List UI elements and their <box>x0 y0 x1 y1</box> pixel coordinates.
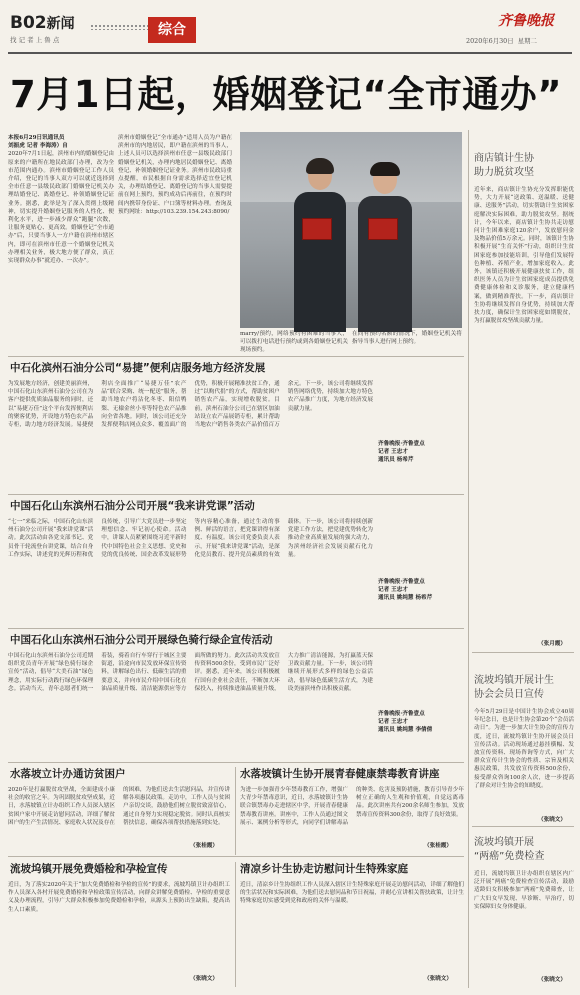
article-4-body: 2020年是打赢脱贫攻坚战，全面建成小康社会的收官之年。为巩固脱贫攻坚成果，近日，水落坡镇立计办组织工作人员深入辖区贫困户家中开展走访慰问活动，详细了解贫困户的生产生活情况、家庭收入状况及存在的困难，为他们送去生活慰问品，并宣传讲解各项惠民政策。走访中，工作人员与贫困户亲切交谈，鼓励他们树立脱贫致富信心，通过自身努力实现稳定脱贫。同时认真核实帮扶信息，确保各项帮扶措施落到实处。 <box>8 787 230 826</box>
lead-col-2: 滨州市婚姻登记“全市通办”适用人员为户籍在滨州市的内地居民，即户籍在滨州的当事人，上述人员可以选择滨州市任意一县级民政部门婚姻登记机关，办理内地居民婚姻登记、离婚登记、补领婚姻登记证业务。滨州市民政局重点提醒，市民根据自身需求选择适宜登记机关，办理结婚登记、离婚登记的当事人需要提前在网上预约，预约成功后再前往，在预约时间内携带身份证、户口簿等材料办理。查询及预约网址：http://103.239.154.243:8090/ <box>118 135 232 215</box>
article-7-signature: （张晓文） <box>424 976 452 982</box>
article-1-rule <box>8 494 464 495</box>
article-5-signature: （张桂霞） <box>424 843 452 849</box>
article-2-body: “七一”来临之际，中国石化山东滨州石油分公司开展“我来讲党课”活动。此次活动由各党支部书记、党员骨干轮流登台讲党课，结合自身工作实际，讲述党的光辉历程和优良传统，引导广大党员进一步坚定理想信念、牢记初心使命。活动中，讲课人员紧紧围绕习近平新时代中国特色社会主义思想、党史和党的优良传统、国企改革发展形势等内容精心准备，通过生动的事例、鲜活的语言，把党课讲得有深度、有温度。该公司党委负责人表示，开展“我来讲党课”活动，是深化党员教育、提升党员素质的有效载体。下一步，该公司将持续创新党建工作方法，把党建优势转化为推动企业高质量发展的强大动力，为滨州经济社会发展贡献石化力量。 <box>8 519 373 558</box>
right-article-1-rule <box>472 652 574 653</box>
article-7-title: 清凉乡计生协走访慰问计生特殊家庭 <box>240 863 408 875</box>
article-4-5-divider <box>235 767 236 855</box>
right-article-1-body: 近年来，商店镇计生协充分发挥职能优势，大力开展“送政策、送温暖、送健康、送服务”活动，切实帮助计生贫困家庭解决实际困难，助力脱贫攻坚。据统计，今年以来，商店镇计生协共走访慰问计生困难家庭120余户，发放慰问金及物品价值5万余元。同时，该镇计生协积极开展“生育关怀”行动，组织计生贫困家庭参加技能培训，引导他们发展特色种植、养殖产业，增加家庭收入。此外，该镇还积极开展健康扶贫工作，组织医务人员为计生贫困家庭成员提供免费健康体检和义诊服务，建立健康档案，做到精准帮扶。下一步，商店镇计生协将继续发挥自身优势，持续加大帮扶力度，确保计生贫困家庭如期脱贫，为打赢脱贫攻坚战贡献力量。 <box>474 187 574 325</box>
article-3-title: 中国石化山东滨州石油分公司开展绿色骑行绿企宣传活动 <box>10 634 273 646</box>
header-date: 2020年6月30日 星期二 <box>466 37 537 45</box>
right-article-3-signature: （张晓文） <box>538 977 566 983</box>
article-2-title: 中国石化山东滨州石油分公司开展“我来讲党课”活动 <box>10 500 255 512</box>
article-2-rule <box>8 628 464 629</box>
right-column-divider <box>468 130 469 988</box>
lead-col-1: 本报6月29日讯通讯员 刘振虎 记者 李海涛）自 2020年7月1日起，滨州市内的婚姻登记由原来的户籍所在地民政部门办理，改为全市范围内通办。滨州市婚姻登记工作人员介绍，登记的当事人双方可以就近选择到全市任意一县级民政部门婚姻登记机关办理结婚登记、离婚登记、补领婚姻登记证业务。据悉，此举是为了深入贯彻上级精神，切实提升婚姻登记服务的人性化、便利化水平，进一步减少群众“跑腿”次数，让服务更贴心、更高效。婚姻登记“全市通办”后，只要当事人一方户籍在滨州市辖区内，即可在滨州市任意一个婚姻登记机关办理相关业务，极大地方便了群众，真正实现群众办事“就近办、一次办”。 <box>8 135 114 265</box>
lead-photo-caption: marry/预约，网络预约有困难的当事人，可以拨打电话进行预约或到各婚姻登记机关现场预约。 <box>240 331 348 354</box>
article-3-rule <box>8 762 464 763</box>
article-6-signature: （张晓文） <box>190 976 218 982</box>
right-article-3-body: 近日，流坡坞镇卫计办组织在辖区内广泛开展“两癌”免费检查宣传活动，鼓励适龄妇女积极参加“两癌”免费筛查，让广大妇女早发现、早诊断、早治疗，切实保障妇女身体健康。 <box>474 871 574 910</box>
marriage-certificate-right <box>368 218 398 240</box>
right-article-1-title: 商店镇计生协 助力脱贫攻坚 <box>474 153 534 178</box>
lead-rule <box>8 356 464 357</box>
article-5-rule <box>8 856 464 857</box>
article-7-body: 近日，清凉乡计生协组织工作人员深入辖区计生特殊家庭开展走访慰问活动，详细了解他们的生活状况和实际困难，为他们送去慰问品和节日祝福，并耐心宣讲相关帮扶政策，让计生特殊家庭切实感受到党和政府的关怀与温暖。 <box>240 882 464 905</box>
article-2-signature: 齐鲁晚报·齐鲁壹点 记者 王忠才 通讯员 姚纯慧 杨希芹 <box>378 579 433 602</box>
article-6-7-divider <box>235 862 236 987</box>
right-article-2-rule <box>472 826 574 827</box>
photo-person-left <box>294 162 346 332</box>
article-1-signature: 齐鲁晚报·齐鲁壹点 记者 王忠才 通讯员 杨希芹 <box>378 441 425 464</box>
right-article-1-signature: （张月霞） <box>538 641 566 647</box>
page-code: B02新闻 <box>10 13 75 33</box>
photo-person-right <box>358 166 412 332</box>
masthead-logo: 齐鲁晚报 <box>498 13 554 29</box>
photo-backdrop <box>240 132 462 202</box>
article-4-signature: （张桂霞） <box>190 843 218 849</box>
article-3-signature: 齐鲁晚报·齐鲁壹点 记者 王忠才 通讯员 姚纯慧 李倩倩 <box>378 711 433 734</box>
right-article-2-body: 今年5月29日是中国计生协会成立40周年纪念日，也是计生协会第20个“会员活动日”。为进一步加大计生协会的宣传力度，近日，流坡坞镇计生协开展会员日宣传活动。活动现场通过悬挂横幅、发放宣传资料、现场咨询等方式，向广大群众宣传计生协会的性质、宗旨及相关惠民政策，共发放宣传资料500余份，接受群众咨询100余人次，进一步提高了群众对计生协会的知晓度。 <box>474 709 574 789</box>
right-article-3-title: 流坡坞镇开展 “两癌”免费检查 <box>474 837 545 862</box>
article-5-body: 为进一步加强青少年禁毒教育工作，增强广大青少年禁毒意识，近日，水落坡镇计生协联合镇禁毒办走进辖区中学，开展青春健康禁毒教育讲座。讲座中，工作人员通过图文展示、案例分析等形式，向同学们讲解毒品的种类、危害及预防措施，教育引导青少年树立正确的人生观和价值观，自觉远离毒品。此次讲座共有200余名师生参加，发放禁毒宣传资料300余份，取得了良好效果。 <box>240 787 464 826</box>
section-subtitle: 找 记 者 上 鲁 点 <box>10 36 60 44</box>
lead-headline: 7月1日起，婚姻登记“全市通办” <box>10 73 563 116</box>
lead-col-3: 在尚有预约名额的情况下，婚姻登记机关将指导当事人进行网上预约。 <box>352 331 462 346</box>
article-6-body: 近日，为了落实2020年关于“加大免费婚检和孕检的宣传”的要求，流坡坞镇卫计办组织工作人员深入各村开展免费婚检和孕检政策宣传活动，向群众讲解免费婚检、孕检的重要意义及办理流程，引导广大群众积极参加免费婚检和孕检，从源头上预防出生缺陷，提高出生人口素质。 <box>8 882 230 913</box>
article-4-title: 水落坡立计办通访贫困户 <box>10 768 126 780</box>
couple-photo <box>240 132 462 328</box>
article-1-body: 为发展地方经济，创建美丽滨州，中国石化山东滨州石油分公司在为客户提供优质油品服务的同时，还以“易捷万佳”这个平台发挥便利店的聚客优势，开设地方特色农产品专柜，助力地方经济发展。易捷便利店全面推广“易捷万佳”农产品“联合采购、统一配送”服务，帮助当地农户将沾化冬枣、阳信鸭梨、无棣金丝小枣等特色农产品推向全省各地。同时，该公司还充分发挥便利店网点众多、覆盖面广的优势，积极开展精准扶贫工作，通过“以购代捐”的方式，帮助贫困户销售农产品，实现增收脱贫。目前，滨州石油分公司已在辖区加油站设立农产品展销专柜，累计帮助当地农户销售各类农产品价值百万余元。下一步，该公司将继续发挥销售网络优势，持续加大地方特色农产品推广力度，为地方经济发展贡献力量。 <box>8 381 373 429</box>
header-rule <box>8 52 572 54</box>
article-1-title: 中石化滨州石油分公司“易捷”便利店服务地方经济发展 <box>10 362 266 374</box>
section-tag: 综合 <box>148 17 196 43</box>
article-6-title: 流坡坞镇开展免费婚检和孕检宣传 <box>10 863 168 875</box>
right-article-2-signature: （张晓文） <box>538 817 566 823</box>
marriage-certificate-left <box>302 218 332 240</box>
article-5-title: 水落坡镇计生协开展青春健康禁毒教育讲座 <box>240 768 440 780</box>
right-article-2-title: 流坡坞镇开展计生 协会会员日宣传 <box>474 675 554 700</box>
header-dot-strip <box>90 24 150 30</box>
article-3-body: 中国石化山东滨州石油分公司近期组织党员青年开展“绿色骑行绿企宣传”活动，倡导“大美石油”绿色理念，用实际行动践行绿色环保理念。活动当天，青年志愿者们统一着装，骑着自行车穿行于城区主要街道，沿途向市民发放环保宣传资料，讲解绿色出行、低碳生活的重要意义，并向市民介绍中国石化在油品质量升级、清洁能源供应等方面所做的努力。此次活动共发放宣传资料500余份，受到市民广泛好评。据悉，近年来，该公司积极履行国有企业社会责任，不断加大环保投入，持续推进油品质量升级，大力推广清洁能源，为打赢蓝天保卫战贡献力量。下一步，该公司将继续开展形式多样的绿色公益活动，倡导绿色低碳生活方式，为建设美丽滨州作出积极贡献。 <box>8 653 373 692</box>
page-header <box>0 0 580 60</box>
